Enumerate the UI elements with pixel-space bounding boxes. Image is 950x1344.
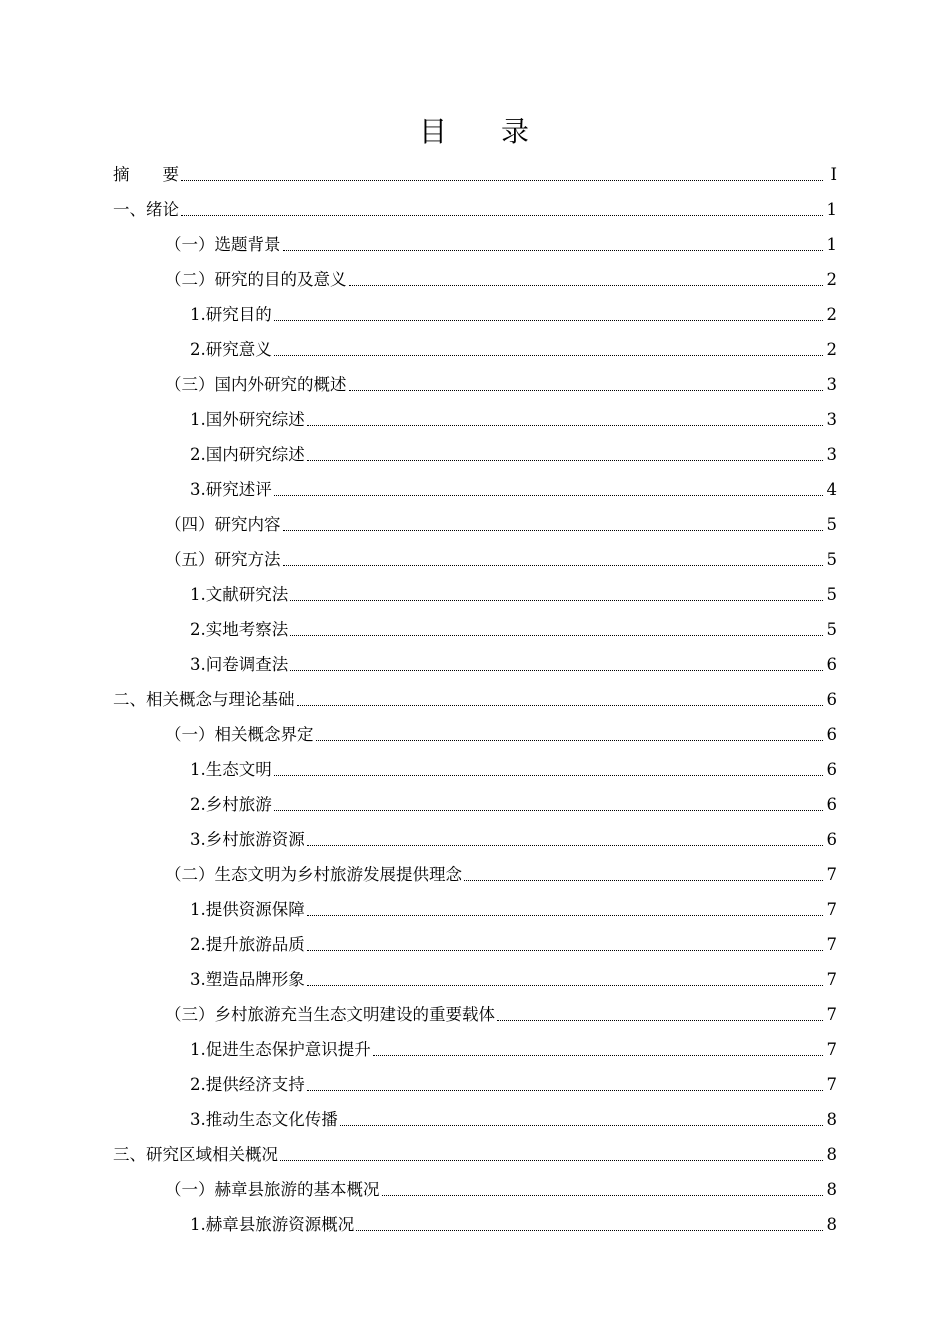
toc-title-char-2: 录 xyxy=(501,115,532,148)
toc-dot-leader xyxy=(274,355,823,356)
toc-entry-label: 3.推动生态文化传播 xyxy=(190,1110,338,1129)
toc-dot-leader xyxy=(274,495,823,496)
toc-entry[interactable] xyxy=(0,157,950,192)
toc-entry[interactable] xyxy=(0,367,950,402)
toc-entry[interactable] xyxy=(0,962,950,997)
toc-title-char-1: 目 xyxy=(418,115,449,148)
toc-entry-page-number: 2 xyxy=(826,270,837,289)
toc-entry-page-number: 1 xyxy=(826,200,837,219)
toc-entry-page-number: 7 xyxy=(826,1005,837,1024)
toc-entry-page-number: 4 xyxy=(826,480,837,499)
toc-entry[interactable] xyxy=(0,297,950,332)
toc-entry[interactable] xyxy=(0,822,950,857)
toc-entry-label: 2.提供经济支持 xyxy=(190,1075,305,1094)
toc-entry[interactable] xyxy=(0,927,950,962)
toc-dot-leader xyxy=(290,600,823,601)
toc-entry-page-number: 5 xyxy=(826,585,837,604)
toc-entry[interactable] xyxy=(0,647,950,682)
toc-entry-label: （二）生态文明为乡村旅游发展提供理念 xyxy=(165,865,462,884)
toc-entry-page-number: 7 xyxy=(826,900,837,919)
toc-dot-leader xyxy=(340,1125,823,1126)
toc-entry-page-number: 8 xyxy=(826,1215,837,1234)
toc-entry-page-number: I xyxy=(830,165,837,184)
toc-dot-leader xyxy=(464,880,823,881)
toc-dot-leader xyxy=(274,810,823,811)
toc-entry-label: 1.文献研究法 xyxy=(190,585,289,604)
toc-dot-leader xyxy=(283,250,824,251)
toc-entry-label: 一、绪论 xyxy=(113,200,179,219)
toc-entry[interactable] xyxy=(0,577,950,612)
toc-entry[interactable] xyxy=(0,542,950,577)
toc-entry-label: 二、相关概念与理论基础 xyxy=(113,690,295,709)
toc-entry-label: 3.塑造品牌形象 xyxy=(190,970,305,989)
toc-dot-leader xyxy=(497,1020,823,1021)
toc-dot-leader xyxy=(307,845,823,846)
toc-entry[interactable] xyxy=(0,1207,950,1242)
toc-entry-label: 3.乡村旅游资源 xyxy=(190,830,305,849)
toc-entry[interactable] xyxy=(0,752,950,787)
toc-entry[interactable] xyxy=(0,437,950,472)
toc-entry-page-number: 8 xyxy=(826,1180,837,1199)
toc-entry-label: （一）赫章县旅游的基本概况 xyxy=(165,1180,380,1199)
toc-entry[interactable] xyxy=(0,857,950,892)
toc-entry-page-number: 2 xyxy=(826,305,837,324)
toc-entry[interactable] xyxy=(0,787,950,822)
toc-entry-label: （一）选题背景 xyxy=(165,235,281,254)
toc-entry[interactable] xyxy=(0,682,950,717)
toc-entry[interactable] xyxy=(0,262,950,297)
toc-entry[interactable] xyxy=(0,892,950,927)
toc-entry-label: （四）研究内容 xyxy=(165,515,281,534)
toc-dot-leader xyxy=(349,285,824,286)
toc-dot-leader xyxy=(349,390,824,391)
toc-entry-label: 2.乡村旅游 xyxy=(190,795,272,814)
toc-entry-label: 1.生态文明 xyxy=(190,760,272,779)
toc-entry-label: （五）研究方法 xyxy=(165,550,281,569)
toc-dot-leader xyxy=(356,1230,823,1231)
toc-dot-leader xyxy=(373,1055,823,1056)
toc-entry-label: 2.国内研究综述 xyxy=(190,445,305,464)
toc-dot-leader xyxy=(181,180,823,181)
toc-entry-label: （二）研究的目的及意义 xyxy=(165,270,347,289)
toc-entry-page-number: 3 xyxy=(826,445,837,464)
toc-entry[interactable] xyxy=(0,332,950,367)
toc-dot-leader xyxy=(297,705,824,706)
toc-list xyxy=(0,157,950,1242)
toc-dot-leader xyxy=(283,530,824,531)
toc-entry-page-number: 5 xyxy=(826,550,837,569)
toc-entry-page-number: 6 xyxy=(826,760,837,779)
toc-entry[interactable] xyxy=(0,402,950,437)
toc-entry-label: 2.提升旅游品质 xyxy=(190,935,305,954)
toc-entry-label: 1.提供资源保障 xyxy=(190,900,305,919)
toc-entry[interactable] xyxy=(0,507,950,542)
toc-entry-page-number: 5 xyxy=(826,515,837,534)
toc-dot-leader xyxy=(274,320,823,321)
toc-dot-leader xyxy=(283,565,824,566)
toc-entry[interactable] xyxy=(0,612,950,647)
toc-entry[interactable] xyxy=(0,1102,950,1137)
toc-entry-page-number: 6 xyxy=(826,725,837,744)
toc-entry[interactable] xyxy=(0,1137,950,1172)
toc-entry-label: 2.实地考察法 xyxy=(190,620,289,639)
toc-dot-leader xyxy=(290,670,823,671)
toc-dot-leader xyxy=(274,775,823,776)
toc-entry-page-number: 8 xyxy=(826,1110,837,1129)
toc-entry-label: （一）相关概念界定 xyxy=(165,725,314,744)
toc-entry[interactable] xyxy=(0,717,950,752)
toc-entry-label: 1.赫章县旅游资源概况 xyxy=(190,1215,355,1234)
toc-dot-leader xyxy=(290,635,823,636)
toc-dot-leader xyxy=(307,950,823,951)
toc-dot-leader xyxy=(316,740,824,741)
toc-entry-page-number: 5 xyxy=(826,620,837,639)
toc-title xyxy=(0,112,950,152)
toc-entry-page-number: 3 xyxy=(826,410,837,429)
toc-entry-label: 三、研究区域相关概况 xyxy=(113,1145,278,1164)
toc-dot-leader xyxy=(307,1090,823,1091)
toc-entry-page-number: 6 xyxy=(826,795,837,814)
toc-dot-leader xyxy=(307,460,823,461)
toc-entry-label: 3.问卷调查法 xyxy=(190,655,289,674)
toc-entry-page-number: 7 xyxy=(826,1040,837,1059)
toc-dot-leader xyxy=(307,915,823,916)
toc-entry[interactable] xyxy=(0,192,950,227)
toc-entry-page-number: 7 xyxy=(826,935,837,954)
toc-dot-leader xyxy=(280,1160,823,1161)
toc-entry[interactable] xyxy=(0,997,950,1032)
toc-entry-page-number: 7 xyxy=(826,970,837,989)
toc-entry[interactable] xyxy=(0,1067,950,1102)
toc-entry-label: （三）乡村旅游充当生态文明建设的重要载体 xyxy=(165,1005,495,1024)
toc-entry-page-number: 3 xyxy=(826,375,837,394)
toc-entry[interactable] xyxy=(0,1172,950,1207)
toc-entry-page-number: 7 xyxy=(826,865,837,884)
toc-entry[interactable] xyxy=(0,472,950,507)
toc-dot-leader xyxy=(382,1195,824,1196)
toc-entry-page-number: 6 xyxy=(826,655,837,674)
toc-entry[interactable] xyxy=(0,227,950,262)
toc-entry-label: （三）国内外研究的概述 xyxy=(165,375,347,394)
toc-entry-page-number: 8 xyxy=(826,1145,837,1164)
toc-entry-label: 1.研究目的 xyxy=(190,305,272,324)
toc-entry-label: 摘 要 xyxy=(113,165,179,184)
toc-entry-label: 1.国外研究综述 xyxy=(190,410,305,429)
toc-dot-leader xyxy=(307,985,823,986)
toc-entry-page-number: 2 xyxy=(826,340,837,359)
toc-entry-page-number: 6 xyxy=(826,690,837,709)
toc-entry[interactable] xyxy=(0,1032,950,1067)
toc-entry-label: 1.促进生态保护意识提升 xyxy=(190,1040,371,1059)
toc-entry-label: 3.研究述评 xyxy=(190,480,272,499)
toc-entry-page-number: 6 xyxy=(826,830,837,849)
toc-entry-label: 2.研究意义 xyxy=(190,340,272,359)
toc-dot-leader xyxy=(307,425,823,426)
toc-entry-page-number: 1 xyxy=(826,235,837,254)
toc-dot-leader xyxy=(181,215,823,216)
toc-entry-page-number: 7 xyxy=(826,1075,837,1094)
